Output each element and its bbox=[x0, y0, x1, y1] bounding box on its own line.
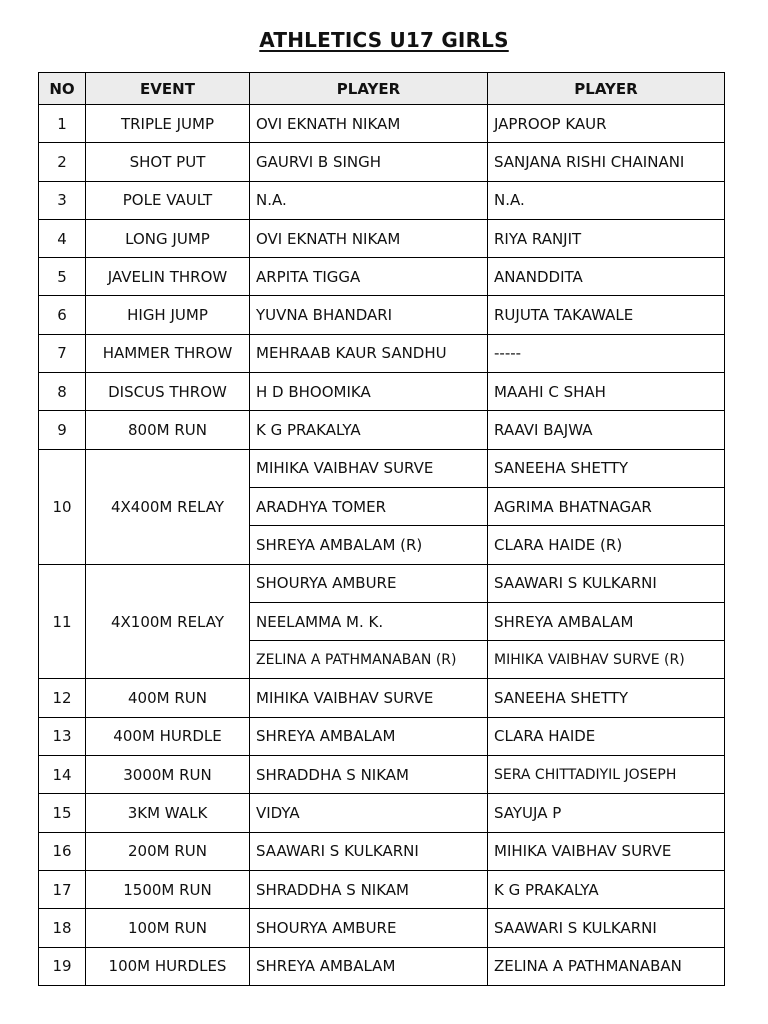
table-row bbox=[39, 870, 725, 908]
event-name-cell: SHOT PUT bbox=[86, 143, 250, 181]
player-2-cell: SERA CHITTADIYIL JOSEPH bbox=[488, 756, 725, 794]
player-1-cell: SAAWARI S KULKARNI bbox=[250, 832, 488, 870]
table-row bbox=[39, 296, 725, 334]
header-no: NO bbox=[39, 73, 86, 105]
event-number-cell: 3 bbox=[39, 181, 86, 219]
table-row bbox=[39, 717, 725, 755]
event-name-cell: 100M HURDLES bbox=[86, 947, 250, 985]
player-1-cell: MIHIKA VAIBHAV SURVE bbox=[250, 679, 488, 717]
player-2-cell: CLARA HAIDE (R) bbox=[488, 526, 725, 564]
event-name-cell: DISCUS THROW bbox=[86, 373, 250, 411]
table-row bbox=[39, 181, 725, 219]
player-1-cell: SHRADDHA S NIKAM bbox=[250, 756, 488, 794]
player-2-cell: SAYUJA P bbox=[488, 794, 725, 832]
table-row bbox=[39, 794, 725, 832]
event-name-cell: 4X400M RELAY bbox=[86, 449, 250, 564]
event-name-cell: 3KM WALK bbox=[86, 794, 250, 832]
player-1-cell: N.A. bbox=[250, 181, 488, 219]
player-1-cell: SHOURYA AMBURE bbox=[250, 909, 488, 947]
event-number-cell: 10 bbox=[39, 449, 86, 564]
event-number-cell: 18 bbox=[39, 909, 86, 947]
table-row bbox=[39, 143, 725, 181]
player-1-cell: OVI EKNATH NIKAM bbox=[250, 219, 488, 257]
event-name-cell: 1500M RUN bbox=[86, 870, 250, 908]
event-number-cell: 14 bbox=[39, 756, 86, 794]
player-1-cell: ARADHYA TOMER bbox=[250, 487, 488, 525]
event-number-cell: 12 bbox=[39, 679, 86, 717]
table-row bbox=[39, 219, 725, 257]
player-1-cell: SHRADDHA S NIKAM bbox=[250, 870, 488, 908]
player-2-cell: SHREYA AMBALAM bbox=[488, 602, 725, 640]
event-number-cell: 9 bbox=[39, 411, 86, 449]
player-2-cell: RIYA RANJIT bbox=[488, 219, 725, 257]
player-2-cell: RUJUTA TAKAWALE bbox=[488, 296, 725, 334]
event-name-cell: 100M RUN bbox=[86, 909, 250, 947]
roster-table bbox=[38, 72, 725, 986]
table-row bbox=[39, 373, 725, 411]
event-number-cell: 7 bbox=[39, 334, 86, 372]
player-2-cell: SANEEHA SHETTY bbox=[488, 449, 725, 487]
player-1-cell: MEHRAAB KAUR SANDHU bbox=[250, 334, 488, 372]
player-1-cell: NEELAMMA M. K. bbox=[250, 602, 488, 640]
event-name-cell: HAMMER THROW bbox=[86, 334, 250, 372]
player-2-cell: SANJANA RISHI CHAINANI bbox=[488, 143, 725, 181]
table-row bbox=[39, 679, 725, 717]
event-name-cell: 400M RUN bbox=[86, 679, 250, 717]
player-2-cell: MIHIKA VAIBHAV SURVE (R) bbox=[488, 641, 725, 679]
event-name-cell: JAVELIN THROW bbox=[86, 258, 250, 296]
player-1-cell: GAURVI B SINGH bbox=[250, 143, 488, 181]
table-row bbox=[39, 411, 725, 449]
player-1-cell: SHOURYA AMBURE bbox=[250, 564, 488, 602]
table-row bbox=[39, 334, 725, 372]
table-row bbox=[39, 258, 725, 296]
player-1-cell: K G PRAKALYA bbox=[250, 411, 488, 449]
table-row bbox=[39, 947, 725, 985]
roster-body bbox=[39, 105, 725, 986]
table-row bbox=[39, 909, 725, 947]
table-row bbox=[39, 564, 725, 602]
table-row bbox=[39, 756, 725, 794]
player-2-cell: SAAWARI S KULKARNI bbox=[488, 564, 725, 602]
player-1-cell: ZELINA A PATHMANABAN (R) bbox=[250, 641, 488, 679]
event-name-cell: HIGH JUMP bbox=[86, 296, 250, 334]
player-2-cell: MAAHI C SHAH bbox=[488, 373, 725, 411]
event-number-cell: 15 bbox=[39, 794, 86, 832]
player-2-cell: K G PRAKALYA bbox=[488, 870, 725, 908]
table-row bbox=[39, 832, 725, 870]
player-2-cell: N.A. bbox=[488, 181, 725, 219]
player-2-cell: SAAWARI S KULKARNI bbox=[488, 909, 725, 947]
event-name-cell: POLE VAULT bbox=[86, 181, 250, 219]
player-1-cell: VIDYA bbox=[250, 794, 488, 832]
player-2-cell: ----- bbox=[488, 334, 725, 372]
player-2-cell: CLARA HAIDE bbox=[488, 717, 725, 755]
event-number-cell: 13 bbox=[39, 717, 86, 755]
player-2-cell: MIHIKA VAIBHAV SURVE bbox=[488, 832, 725, 870]
event-name-cell: 400M HURDLE bbox=[86, 717, 250, 755]
player-1-cell: OVI EKNATH NIKAM bbox=[250, 105, 488, 143]
header-player-2: PLAYER bbox=[488, 73, 725, 105]
event-number-cell: 19 bbox=[39, 947, 86, 985]
player-1-cell: ARPITA TIGGA bbox=[250, 258, 488, 296]
player-1-cell: SHREYA AMBALAM (R) bbox=[250, 526, 488, 564]
header-player-1: PLAYER bbox=[250, 73, 488, 105]
player-1-cell: H D BHOOMIKA bbox=[250, 373, 488, 411]
event-name-cell: 200M RUN bbox=[86, 832, 250, 870]
player-1-cell: MIHIKA VAIBHAV SURVE bbox=[250, 449, 488, 487]
table-row bbox=[39, 105, 725, 143]
event-number-cell: 17 bbox=[39, 870, 86, 908]
event-number-cell: 1 bbox=[39, 105, 86, 143]
event-number-cell: 6 bbox=[39, 296, 86, 334]
player-1-cell: SHREYA AMBALAM bbox=[250, 717, 488, 755]
player-2-cell: ZELINA A PATHMANABAN bbox=[488, 947, 725, 985]
event-number-cell: 4 bbox=[39, 219, 86, 257]
header-row bbox=[39, 73, 725, 105]
player-2-cell: JAPROOP KAUR bbox=[488, 105, 725, 143]
player-2-cell: ANANDDITA bbox=[488, 258, 725, 296]
player-2-cell: RAAVI BAJWA bbox=[488, 411, 725, 449]
event-number-cell: 8 bbox=[39, 373, 86, 411]
player-2-cell: AGRIMA BHATNAGAR bbox=[488, 487, 725, 525]
event-number-cell: 5 bbox=[39, 258, 86, 296]
event-name-cell: LONG JUMP bbox=[86, 219, 250, 257]
event-name-cell: 3000M RUN bbox=[86, 756, 250, 794]
event-number-cell: 11 bbox=[39, 564, 86, 679]
header-event: EVENT bbox=[86, 73, 250, 105]
player-2-cell: SANEEHA SHETTY bbox=[488, 679, 725, 717]
event-name-cell: TRIPLE JUMP bbox=[86, 105, 250, 143]
event-number-cell: 16 bbox=[39, 832, 86, 870]
event-number-cell: 2 bbox=[39, 143, 86, 181]
player-1-cell: YUVNA BHANDARI bbox=[250, 296, 488, 334]
table-row bbox=[39, 449, 725, 487]
player-1-cell: SHREYA AMBALAM bbox=[250, 947, 488, 985]
event-name-cell: 800M RUN bbox=[86, 411, 250, 449]
event-name-cell: 4X100M RELAY bbox=[86, 564, 250, 679]
document-title: ATHLETICS U17 GIRLS bbox=[259, 28, 509, 52]
